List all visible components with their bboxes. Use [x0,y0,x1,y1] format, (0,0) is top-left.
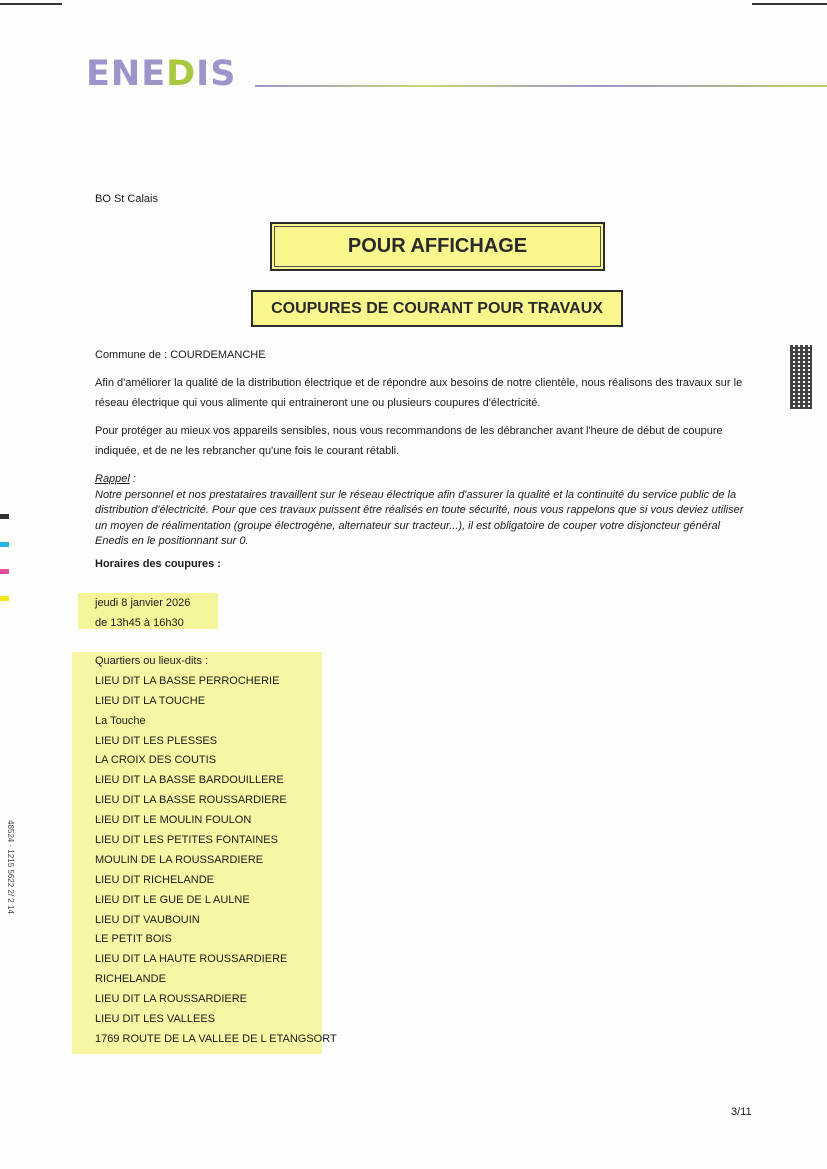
list-item: LIEU DIT LES VALLEES [95,1013,216,1026]
list-item: LIEU DIT LA TOUCHE [95,694,206,707]
commune-line: Commune de : COURDEMANCHE [95,349,266,361]
registration-mark-magenta [0,569,9,574]
horaires-title: Horaires des coupures : [95,558,221,570]
list-item: LIEU DIT LES PLESSES [95,734,218,747]
list-item: LIEU DIT RICHELANDE [95,873,214,886]
quartiers-title: Quartiers ou lieux-dits : [95,655,209,667]
list-item: La Touche [95,714,146,727]
logo-rule [255,85,827,87]
list-item: LIEU DIT LA BASSE PERROCHERIE [95,674,280,687]
list-item: LIEU DIT LA HAUTE ROUSSARDIERE [95,953,288,966]
list-item: LIEU DIT LE MOULIN FOULON [95,814,252,827]
list-item: 1769 ROUTE DE LA VALLEE DE L ETANGSORT [95,1032,337,1045]
enedis-logo [86,54,236,94]
side-print-code: 48524 · 1215 5622 2/ 2 14 [6,820,15,914]
list-item: RICHELANDE [95,973,166,986]
list-item: LIEU DIT LE GUE DE L AULNE [95,893,250,906]
coupures-box [251,290,623,327]
rappel-block [95,472,745,550]
registration-mark-cyan [0,542,9,547]
office-label: BO St Calais [95,193,158,205]
page-number: 3/11 [731,1106,752,1118]
list-item: LIEU DIT LA BASSE BARDOUILLERE [95,774,284,787]
list-item: LIEU DIT LES PETITES FONTAINES [95,834,278,847]
scan-mark-left [0,3,62,5]
outage-date: jeudi 8 janvier 2026 [95,597,191,609]
locations-list [95,652,337,1050]
pour-affichage-box [270,222,605,271]
logo-part-2: D [166,54,197,94]
list-item: LIEU DIT LA BASSE ROUSSARDIERE [95,794,287,807]
list-item: LE PETIT BOIS [95,933,172,946]
list-item: LIEU DIT LA ROUSSARDIERE [95,993,248,1006]
outage-time: de 13h45 à 16h30 [95,617,184,629]
advice-paragraph: Pour protéger au mieux vos appareils sensibles, nous vous recommandons de les débrancher avant l'heure de début de coupure indiquée, et de ne les rebrancher qu'une fois le courant rétabli. [95,425,723,457]
rappel-colon: : [129,473,136,485]
registration-mark-yellow [0,596,9,601]
banner-subtitle: COUPURES DE COURANT POUR TRAVAUX [271,299,603,317]
intro-paragraph: Afin d'améliorer la qualité de la distribution électrique et de répondre aux besoins de notre clientèle, nous réalisons des travaux sur le réseau électrique qui vous alimente qui entraineront une ou plusieurs coupures d'électricité. [95,377,743,409]
registration-mark-black [0,514,9,519]
rappel-label: Rappel [95,473,130,485]
logo-part-3: IS [196,54,237,94]
scan-mark-right [752,3,827,5]
banner-title: POUR AFFICHAGE [347,235,528,257]
list-item: LIEU DIT VAUBOUIN [95,913,200,926]
rappel-text: Notre personnel et nos prestataires travaillent sur le réseau électrique afin d'assurer la qualité et la continuité du service public de la distribution d'électricité. Pour que ces travaux puissent être réalisés en toute sécurité, nous vous rappelons que si vous deviez utiliser un moyen de réalimentation (groupe électrogène, alternateur sur tracteur...), il est obligatoire de couper votre disjoncteur général Enedis en le positionnant sur 0. [95,488,744,547]
list-item: MOULIN DE LA ROUSSARDIERE [95,853,264,866]
logo-part-1: ENE [86,54,167,94]
datamatrix-code [790,345,812,409]
list-item: LA CROIX DES COUTIS [95,754,217,767]
